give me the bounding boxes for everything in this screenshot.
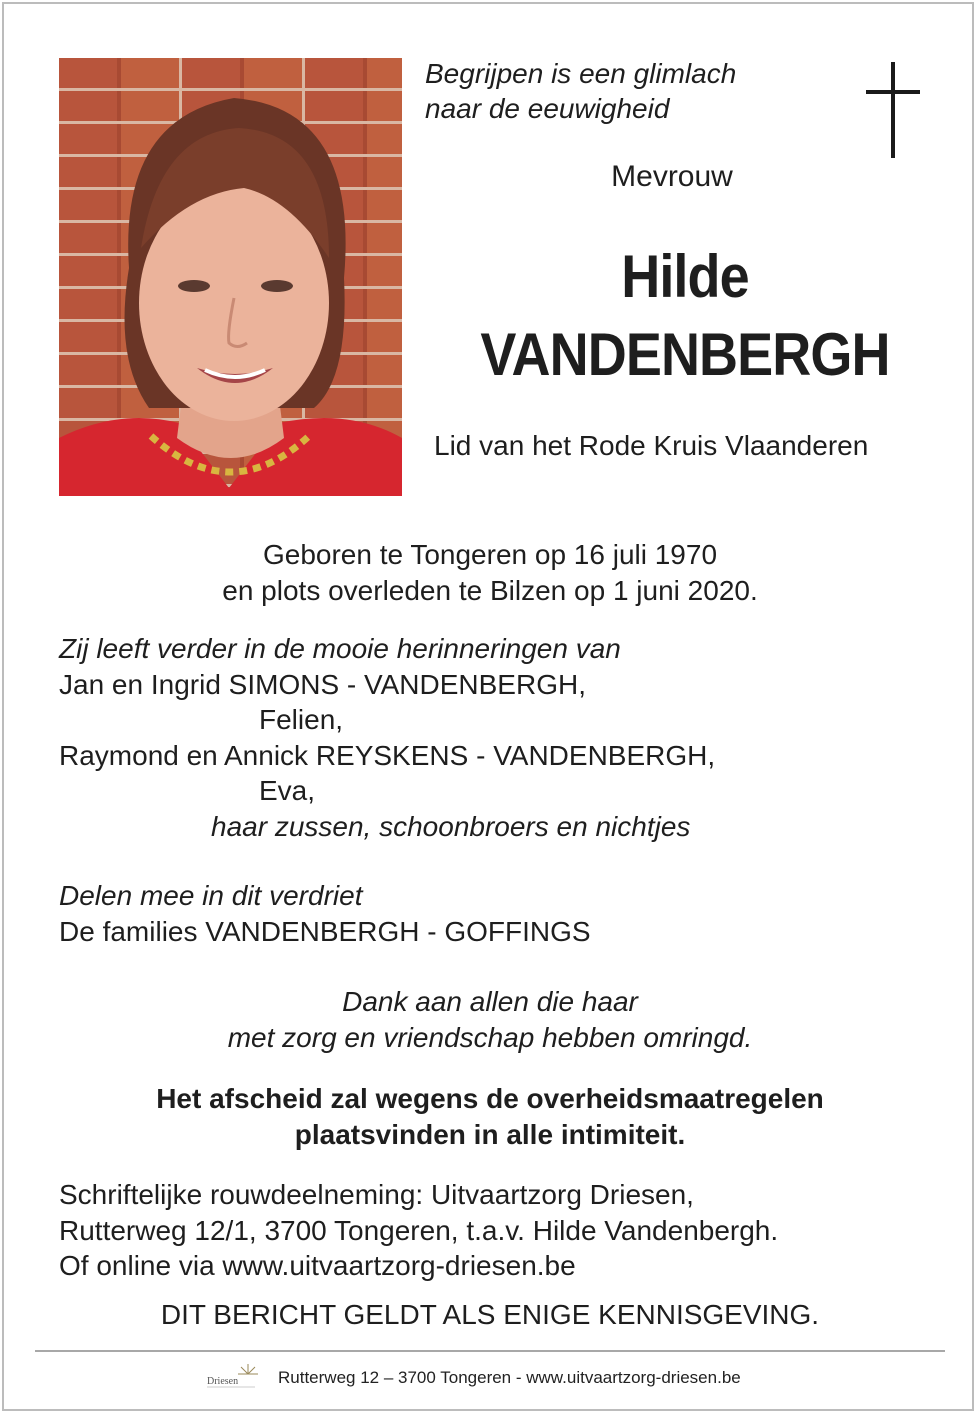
- driesen-logo-icon: [205, 1362, 263, 1392]
- cross-icon-bar: [866, 90, 920, 94]
- svg-text:Driesen: Driesen: [207, 1376, 239, 1387]
- family-line: Raymond en Annick REYSKENS - VANDENBERGH,: [59, 739, 716, 771]
- honorific: Mevrouw: [611, 160, 733, 193]
- thanks-line-2: met zorg en vriendschap hebben omringd.: [227, 1022, 753, 1053]
- grief-families: De families VANDENBERGH - GOFFINGS: [59, 916, 591, 947]
- relation-line: haar zussen, schoonbroers en nichtjes: [211, 810, 691, 842]
- quote-line-1: Begrijpen is een glimlach: [425, 58, 737, 89]
- grief-section: [59, 878, 591, 950]
- contact-line-3[interactable]: Of online via www.uitvaartzorg-driesen.be: [59, 1250, 576, 1281]
- notice-line-1: Het afscheid zal wegens de overheidsmaatregelen: [156, 1083, 824, 1114]
- first-name: Hilde: [621, 243, 749, 310]
- cross-icon: [891, 62, 895, 158]
- family-line: Jan en Ingrid SIMONS - VANDENBERGH,: [59, 668, 586, 700]
- farewell-notice: [0, 1081, 980, 1153]
- membership: Lid van het Rode Kruis Vlaanderen: [434, 430, 869, 461]
- divider: [35, 1350, 945, 1352]
- quote-line-2: naar de eeuwigheid: [425, 93, 670, 124]
- quote: [425, 56, 736, 126]
- child-line: Felien,: [259, 704, 344, 735]
- thanks-line-1: Dank aan allen die haar: [342, 986, 638, 1017]
- footer-address: Rutterweg 12 – 3700 Tongeren - www.uitvaartzorg-driesen.be: [278, 1368, 741, 1387]
- birth-line: Geboren te Tongeren op 16 juli 1970: [262, 539, 718, 570]
- grief-intro: Delen mee in dit verdriet: [59, 880, 363, 911]
- notice-line-2: plaatsvinden in alle intimiteit.: [294, 1119, 686, 1150]
- contact-line-1: Schriftelijke rouwdeelneming: Uitvaartzorg Driesen,: [59, 1179, 694, 1210]
- child-line: Eva,: [259, 775, 316, 806]
- contact-section: [59, 1177, 778, 1284]
- memories-intro: Zij leeft verder in de mooie herinneringen van: [59, 633, 621, 664]
- contact-line-2: Rutterweg 12/1, 3700 Tongeren, t.a.v. Hilde Vandenbergh.: [59, 1214, 779, 1246]
- memories-section: [59, 631, 715, 844]
- thanks: [0, 984, 980, 1056]
- last-name: VANDENBERGH: [480, 321, 890, 388]
- portrait-photo: [59, 58, 402, 496]
- final-notice: DIT BERICHT GELDT ALS ENIGE KENNISGEVING.: [160, 1299, 820, 1330]
- death-line: en plots overleden te Bilzen op 1 juni 2020.: [222, 575, 758, 606]
- birth-death-info: [0, 537, 980, 609]
